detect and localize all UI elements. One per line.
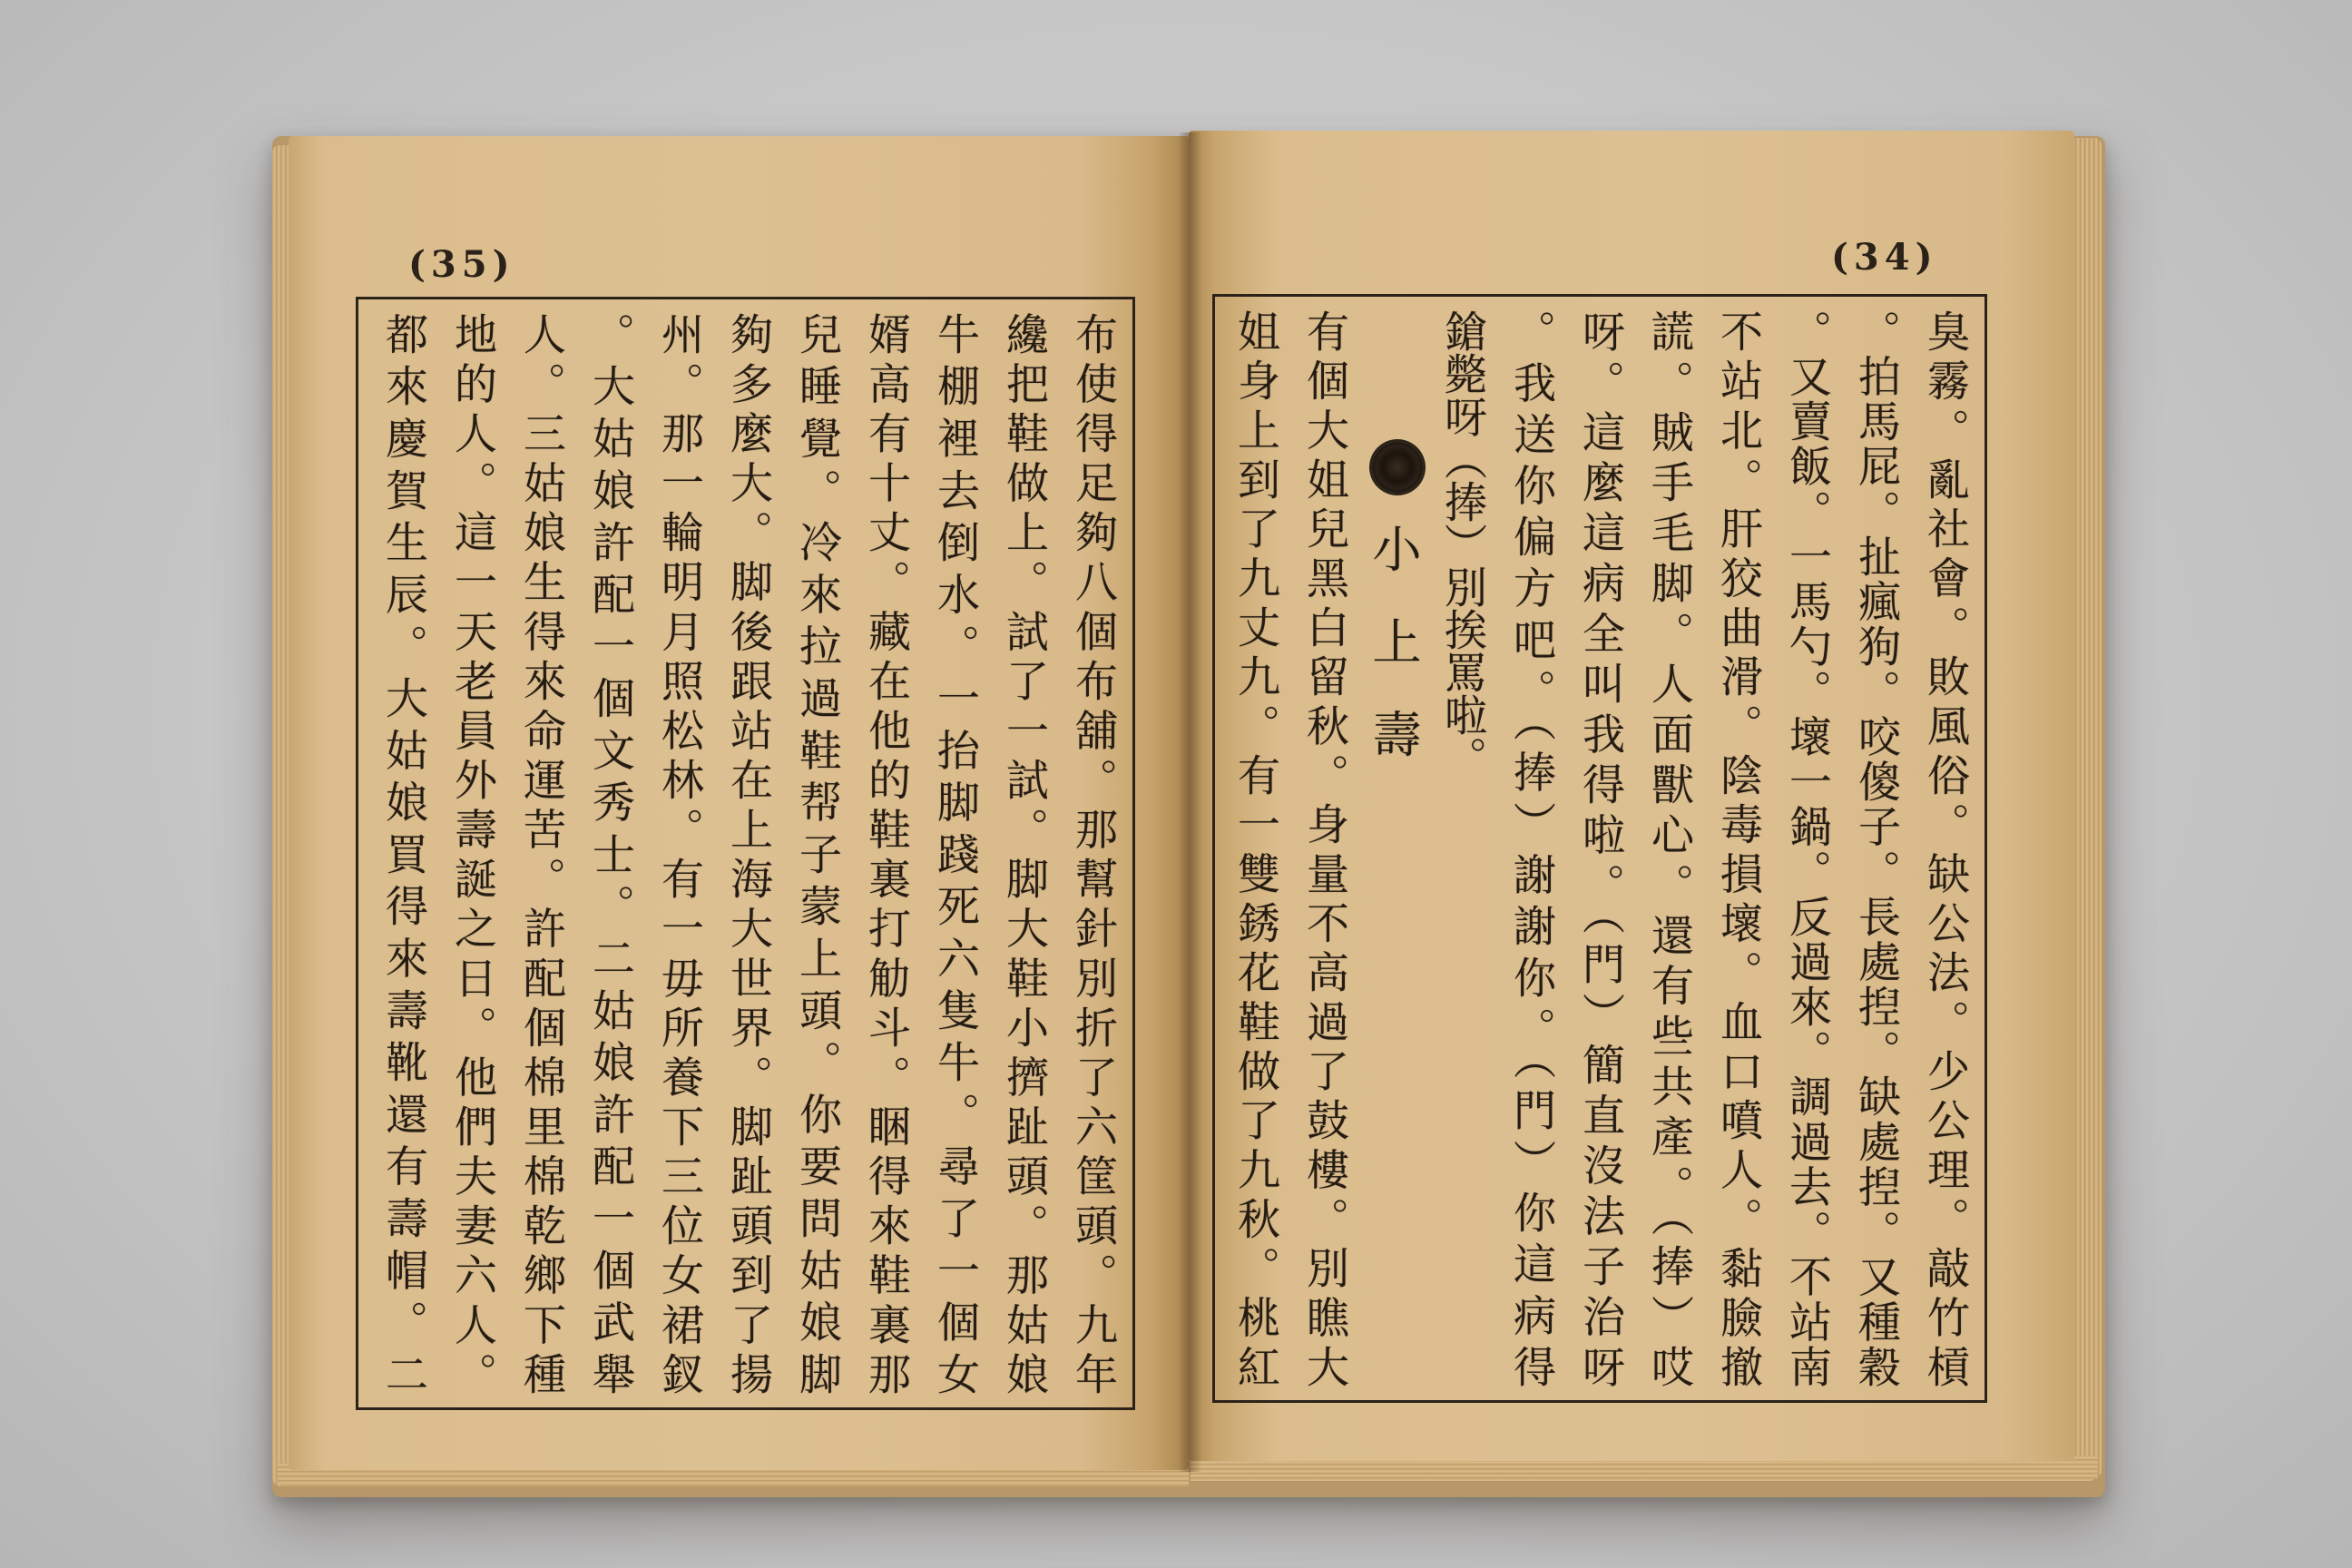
text-column: 臭霧。亂社會。敗風俗。缺公法。少公理。敲竹槓 xyxy=(1920,309,1970,1387)
text-column: 州。那一輪明月照松林。有一毋所養下三位女裙釵 xyxy=(654,312,704,1395)
text-column: 纔把鞋做上。試了一試。脚大鞋小擠趾頭。那姑娘 xyxy=(999,312,1049,1395)
text-column: 兒睡覺。冷來拉過鞋帮子蒙上頭。你要問姑娘脚 xyxy=(792,312,842,1395)
text-column: 鎗斃呀（捧）別挨罵啦。 xyxy=(1437,309,1487,779)
text-column: 婿高有十丈。藏在他的鞋裏打觔斗。睏得來鞋裏那 xyxy=(861,312,911,1395)
text-column: 不站北。肝狡曲滑。陰毒損壞。血口噴人。黏臉撤 xyxy=(1713,309,1763,1387)
section-bullet-icon xyxy=(1372,442,1423,493)
page-edges-right xyxy=(2071,138,2102,1479)
page-number-left: (35) xyxy=(408,243,515,286)
text-column: 夠多麼大。脚後跟站在上海大世界。脚趾頭到了揚 xyxy=(723,312,773,1395)
section-heading xyxy=(1358,309,1427,1387)
text-column: 地的人。這一天老員外壽誕之日。他們夫妻六人。 xyxy=(447,312,497,1395)
text-column: 人。三姑娘生得來命運苦。許配個棉里棉乾鄉下種 xyxy=(516,312,566,1395)
left-page-columns xyxy=(364,312,1127,1395)
text-column: 有個大姐兒黑白留秋。身量不高過了鼓樓。別瞧大 xyxy=(1299,309,1349,1387)
text-column: 。我送你偏方吧。（捧）謝謝你。（門）你這病得 xyxy=(1506,309,1556,1387)
right-page-columns xyxy=(1220,309,1979,1387)
text-column: 謊。賊手毛脚。人面獸心。還有些共產。（捧）哎 xyxy=(1644,309,1694,1387)
page-number-right: (34) xyxy=(1831,236,1938,279)
text-column: 。大姑娘許配一個文秀士。二姑娘許配一個武舉 xyxy=(585,312,635,1395)
text-column: 牛棚裡去倒水。一抬脚踐死六隻牛。尋了一個女 xyxy=(930,312,980,1395)
text-column: 姐身上到了九丈九。有一雙銹花鞋做了九秋。桃紅 xyxy=(1230,309,1280,1387)
left-page-text-frame xyxy=(356,297,1135,1410)
text-column: 呀。這麼這病全叫我得啦。（門）簡直沒法子治呀 xyxy=(1575,309,1625,1387)
right-page-text-frame xyxy=(1212,294,1987,1403)
text-column: 布使得足夠八個布舖。那幫針別折了六筐頭。九年 xyxy=(1068,312,1118,1395)
text-column: 。又賣飯。一馬勺。壞一鍋。反過來。調過去。不站南 xyxy=(1782,309,1832,1387)
text-column: 都來慶賀生辰。大姑娘買得來壽靴還有壽帽。二 xyxy=(378,312,428,1395)
book-spine xyxy=(1178,132,1201,1472)
section-title: 小上壽 xyxy=(1365,524,1422,801)
text-column: 。拍馬屁。扯瘋狗。咬傻子。長處揑。缺處揑。又種穀 xyxy=(1851,309,1901,1387)
